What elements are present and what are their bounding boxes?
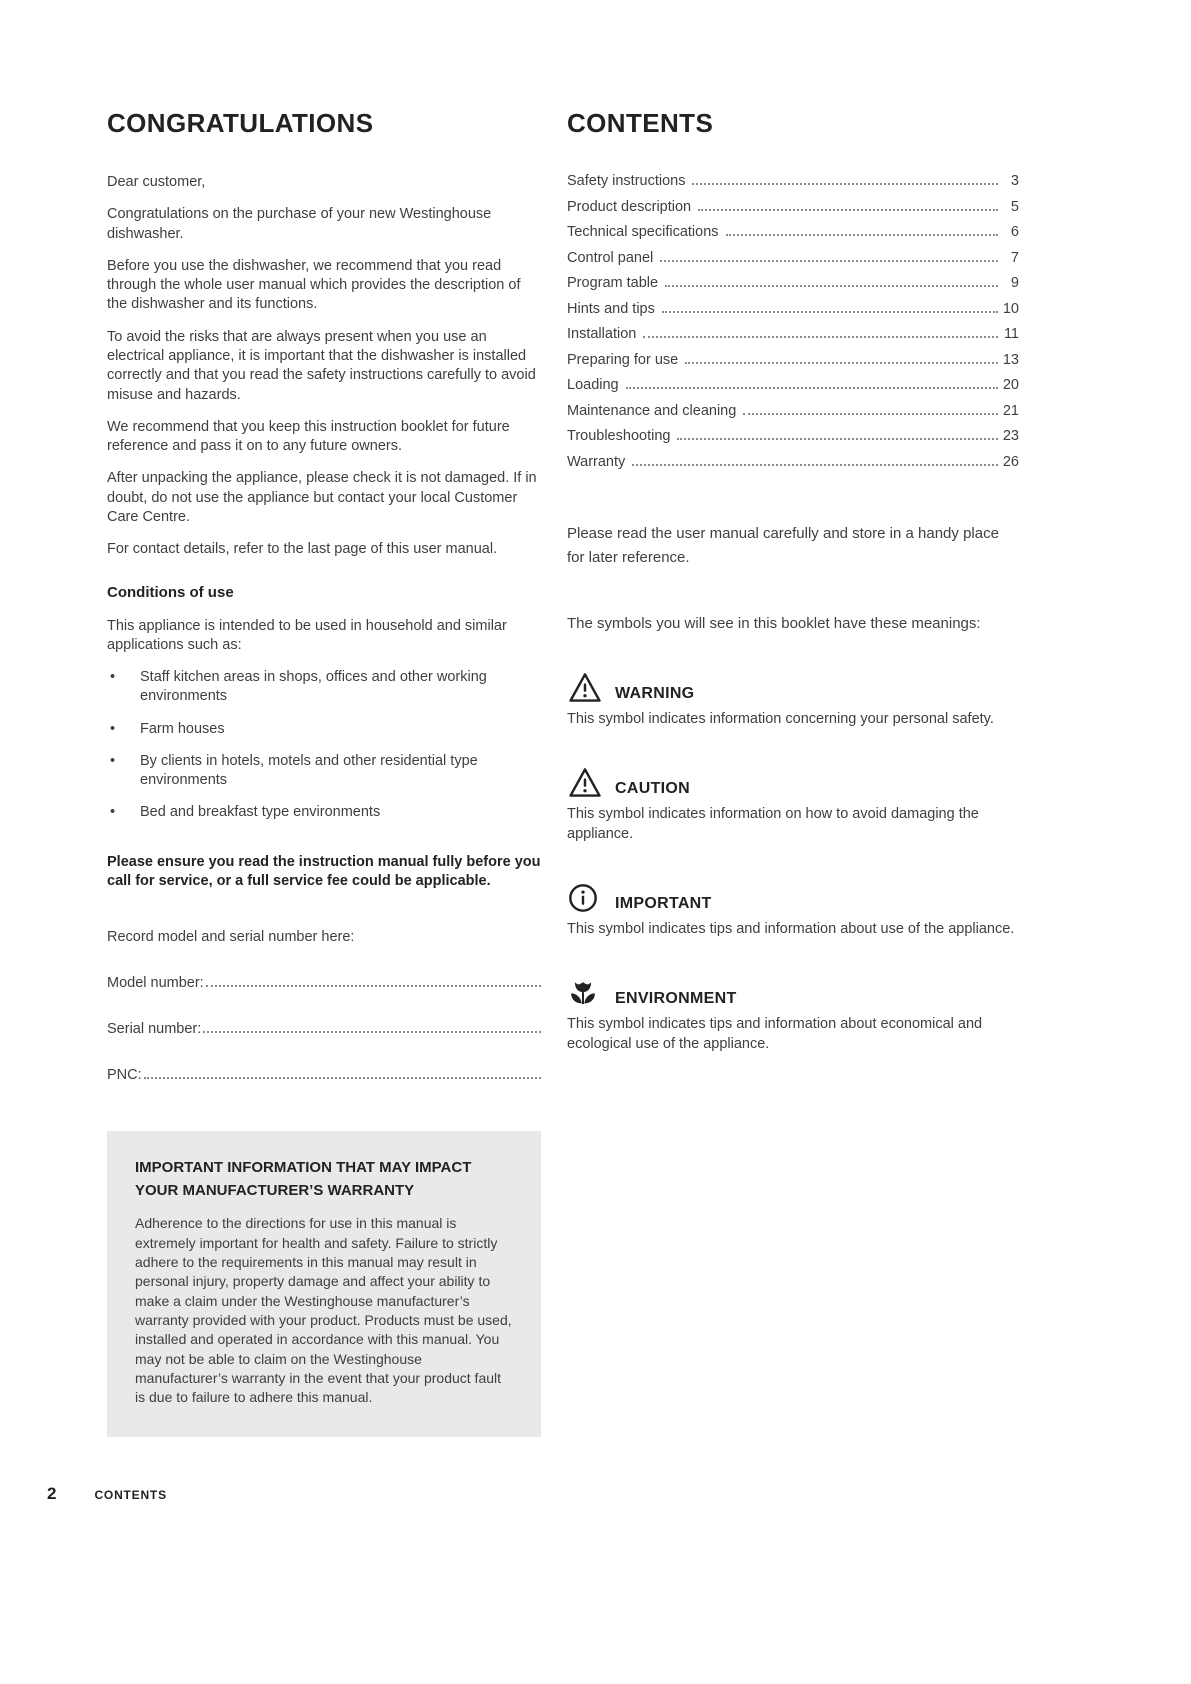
toc-entry [567, 377, 1019, 393]
dot-leader [662, 311, 998, 313]
intro-paragraph: Dear customer, [107, 174, 206, 190]
service-fee-note: Please ensure you read the instruction manual fully before you call for service, or a full service fee could be applicable. [107, 853, 541, 890]
conditions-of-use-heading: Conditions of use [107, 583, 234, 601]
intro-paragraph: To avoid the risks that are always present when you use an electrical appliance, it is important that the dishwasher is installed correctly and that you read the safety instructions carefully to avoid misuse and hazards. [107, 328, 536, 403]
warranty-box-title: IMPORTANT INFORMATION THAT MAY IMPACT YOUR MANUFACTURER’S WARRANTY [135, 1159, 472, 1199]
left-column [107, 108, 541, 1437]
toc-page-number: 21 [1002, 402, 1019, 419]
toc-page-number: 26 [1002, 453, 1019, 470]
toc-label: Maintenance and cleaning [567, 402, 737, 419]
serial-number-line [107, 1021, 541, 1037]
dot-leader [660, 260, 998, 262]
table-of-contents [567, 173, 1019, 470]
model-number-line [107, 975, 541, 991]
intro-paragraph: We recommend that you keep this instruction booklet for future reference and pass it on to any future owners. [107, 418, 510, 455]
conditions-list-item: • Bed and breakfast type environments [107, 803, 541, 822]
conditions-intro: This appliance is intended to be used in household and similar applications such as: [107, 617, 507, 653]
read-manual-note: Please read the user manual carefully and store in a handy place for later reference. [567, 524, 999, 567]
record-prompt: Record model and serial number here: [107, 929, 355, 946]
toc-label: Installation [567, 326, 637, 342]
toc-label: Technical specifications [567, 224, 719, 240]
toc-entry [567, 275, 1019, 291]
page-number: 2 [47, 1484, 57, 1503]
tulip-icon [567, 975, 603, 1009]
intro-paragraph: For contact details, refer to the last page of this user manual. [107, 541, 498, 558]
warranty-box-body: Adherence to the directions for use in this manual is extremely important for health and safety. Failure to strictly adhere to the requirements in this manual may result in personal injury, property damage and affect your ability to make a claim under the Westinghouse manufacturer’s warranty provided with your product. Products must be used, installed and operated in accordance with this manual. You may not be able to claim on the Westinghouse manufacturer’s warranty in the event that your product fault is due to failure to adhere this manual. [135, 1215, 512, 1406]
toc-entry [567, 250, 1019, 266]
symbol-block-warning [567, 670, 1019, 729]
dot-leader [632, 464, 998, 466]
toc-label: Product description [567, 198, 692, 215]
symbol-description: This symbol indicates information concerning your personal safety. [567, 711, 994, 727]
symbol-block-environment [567, 975, 1019, 1054]
right-column [567, 108, 1019, 1437]
symbol-block-caution [567, 765, 1019, 844]
symbol-head [567, 975, 1019, 1009]
model-number-label: Model number: [107, 975, 204, 992]
toc-entry [567, 301, 1019, 317]
info-circle-icon [567, 880, 603, 914]
dot-leader [643, 336, 998, 338]
toc-page-number: 3 [1010, 173, 1019, 189]
dotted-fill-line [144, 1077, 541, 1079]
intro-paragraph: After unpacking the appliance, please check it is not damaged. If in doubt, do not use the appliance but contact your local Customer Care Centre. [107, 470, 537, 525]
footer-section-label: CONTENTS [94, 1488, 167, 1502]
symbols-intro-note: The symbols you will see in this booklet have these meanings: [567, 615, 981, 632]
warning-triangle-icon [567, 670, 603, 704]
contents-heading: CONTENTS [567, 108, 714, 138]
toc-label: Warranty [567, 453, 626, 470]
toc-page-number: 5 [1010, 198, 1019, 215]
symbol-description: This symbol indicates tips and information about use of the appliance. [567, 921, 1015, 937]
symbol-block-important [567, 880, 1019, 939]
content-columns [107, 108, 1019, 1437]
conditions-list [107, 668, 541, 823]
toc-label: Preparing for use [567, 351, 679, 368]
dot-leader [685, 362, 998, 364]
page-footer [47, 1484, 167, 1504]
symbol-description: This symbol indicates information on how to avoid damaging the appliance. [567, 806, 979, 842]
toc-page-number: 9 [1010, 275, 1019, 291]
intro-paragraph: Before you use the dishwasher, we recommend that you read through the whole user manual which provides the description of the dishwasher and its functions. [107, 257, 521, 313]
toc-label: Control panel [567, 249, 654, 266]
toc-label: Hints and tips [567, 300, 655, 317]
intro-paragraph: Congratulations on the purchase of your new Westinghouse dishwasher. [107, 206, 492, 242]
toc-page-number: 20 [1002, 377, 1019, 393]
symbol-head [567, 670, 1019, 704]
warranty-box [107, 1131, 541, 1437]
toc-entry [567, 454, 1019, 470]
symbol-title: CAUTION [615, 780, 690, 797]
toc-entry [567, 199, 1019, 215]
conditions-list-item: • By clients in hotels, motels and other residential type environments [107, 752, 541, 791]
toc-label: Safety instructions [567, 173, 686, 189]
serial-number-label: Serial number: [107, 1021, 202, 1038]
dot-leader [692, 183, 998, 185]
toc-entry [567, 428, 1019, 444]
dot-leader [665, 285, 998, 287]
toc-page-number: 13 [1002, 351, 1019, 368]
conditions-list-item: • Staff kitchen areas in shops, offices and other working environments [107, 668, 541, 707]
symbol-head [567, 765, 1019, 799]
toc-page-number: 11 [1003, 326, 1019, 342]
symbol-title: ENVIRONMENT [615, 990, 737, 1007]
caution-triangle-icon [567, 765, 603, 799]
conditions-list-item: • Farm houses [107, 720, 541, 739]
dot-leader [726, 234, 998, 236]
congratulations-heading: CONGRATULATIONS [107, 108, 374, 138]
symbol-title: IMPORTANT [615, 895, 712, 912]
toc-page-number: 10 [1002, 300, 1019, 317]
toc-entry [567, 326, 1019, 342]
toc-page-number: 7 [1010, 249, 1019, 266]
pnc-line [107, 1067, 541, 1083]
toc-entry [567, 352, 1019, 368]
symbol-description: This symbol indicates tips and information about economical and ecological use of the appliance. [567, 1016, 983, 1052]
dotted-fill-line [203, 1031, 541, 1033]
pnc-label: PNC: [107, 1067, 142, 1084]
toc-label: Troubleshooting [567, 428, 671, 444]
toc-page-number: 23 [1002, 428, 1019, 444]
symbol-head [567, 880, 1019, 914]
dot-leader [626, 387, 998, 389]
symbol-title: WARNING [615, 685, 695, 702]
toc-label: Program table [567, 275, 659, 291]
toc-entry [567, 403, 1019, 419]
dotted-fill-line [206, 985, 541, 987]
toc-label: Loading [567, 377, 619, 393]
dot-leader [743, 413, 998, 415]
dot-leader [698, 209, 998, 211]
toc-entry [567, 173, 1019, 189]
toc-page-number: 6 [1010, 224, 1019, 240]
dot-leader [677, 438, 997, 440]
toc-entry [567, 224, 1019, 240]
